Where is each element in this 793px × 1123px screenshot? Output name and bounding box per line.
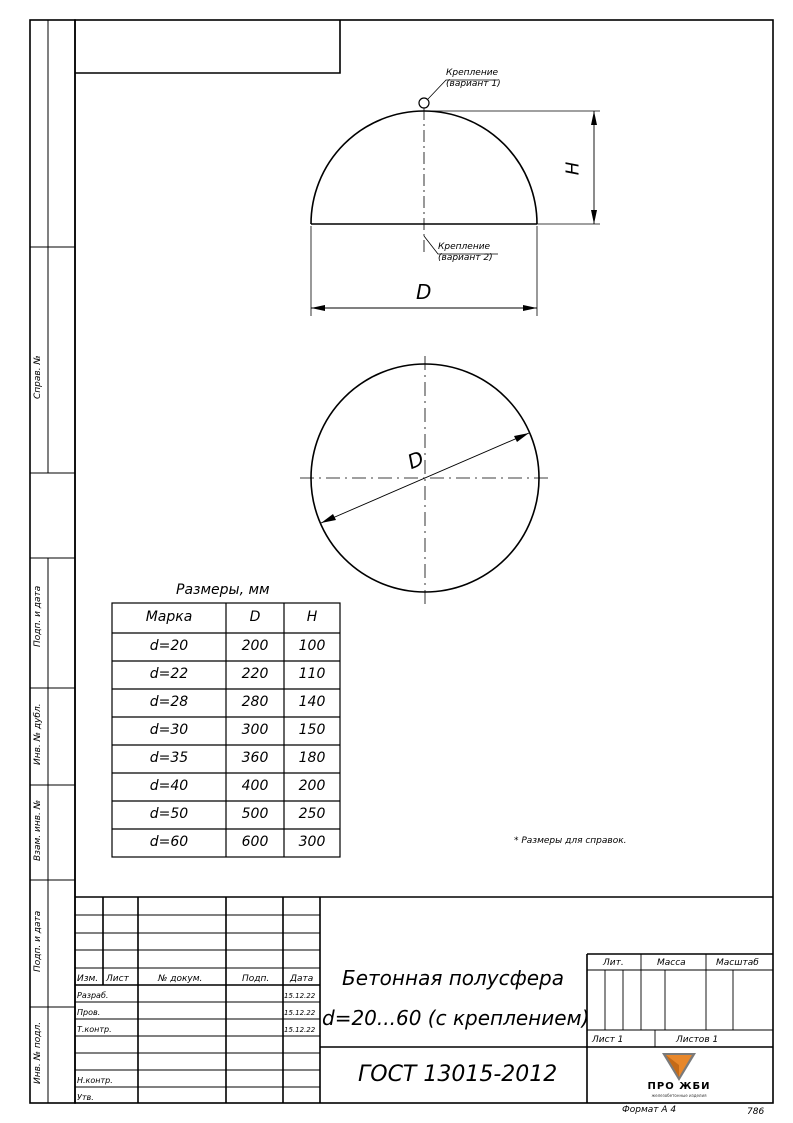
- table-cell: 600: [241, 834, 269, 850]
- tb-role: Пров.: [77, 1008, 101, 1017]
- tb-header-izm: Изм.: [77, 974, 99, 984]
- document-title-line1: Бетонная полусфера: [342, 966, 564, 990]
- side-label-podp-data-1: Подп. и дата: [33, 585, 43, 647]
- table-cell: 200: [298, 778, 326, 794]
- table-cell: 140: [298, 694, 326, 710]
- tb-role: Разраб.: [77, 991, 109, 1000]
- side-label-inv-podl: Инв. № подл.: [33, 1021, 43, 1084]
- table-cell: d=30: [149, 722, 189, 738]
- dim-d-top-label: D: [416, 280, 432, 304]
- tb-header-list: Лист: [106, 974, 129, 984]
- table-cell: 280: [241, 694, 269, 710]
- tb-role: Т.контр.: [77, 1025, 112, 1034]
- document-title-line2: d=20...60 (с креплением): [322, 1006, 590, 1030]
- tb-massa: Масса: [657, 958, 686, 968]
- mount-variant2-label: Крепление (вариант 2): [438, 242, 493, 263]
- table-cell: 110: [298, 666, 326, 682]
- table-cell: 400: [241, 778, 269, 794]
- table-cell: d=35: [149, 750, 189, 766]
- tb-sheets: Листов 1: [676, 1035, 719, 1045]
- company-logo: [636, 1051, 722, 1101]
- table-header-d: D: [249, 609, 261, 625]
- mount-variant1-label: Крепление (вариант 1): [446, 68, 501, 89]
- table-cell: d=28: [149, 694, 189, 710]
- tb-role: Н.контр.: [77, 1076, 113, 1085]
- sheet-number: 786: [747, 1107, 765, 1117]
- sizes-table-caption: Размеры, мм: [176, 582, 270, 598]
- format-label: Формат А 4: [622, 1105, 677, 1115]
- table-cell: 300: [298, 834, 326, 850]
- tb-header-data: Дата: [290, 974, 314, 984]
- reference-note: * Размеры для справок.: [514, 836, 627, 846]
- table-cell: d=22: [149, 666, 189, 682]
- tb-lit: Лит.: [603, 958, 624, 968]
- side-label-podp-data-2: Подп. и дата: [33, 910, 43, 972]
- table-cell: 500: [241, 806, 269, 822]
- table-header-marka: Марка: [145, 609, 193, 625]
- table-cell: d=20: [149, 638, 189, 654]
- tb-header-podp: Подп.: [242, 974, 270, 984]
- table-cell: 180: [298, 750, 326, 766]
- table-cell: 250: [298, 806, 326, 822]
- gost-label: ГОСТ 13015-2012: [358, 1062, 558, 1087]
- table-cell: 200: [241, 638, 269, 654]
- table-cell: 150: [298, 722, 326, 738]
- logo-subtext: железобетонные изделия: [651, 1093, 707, 1098]
- tb-masshtab: Масштаб: [716, 958, 759, 968]
- side-label-sprav: Справ. №: [33, 355, 43, 399]
- table-cell: 360: [241, 750, 269, 766]
- table-cell: 300: [241, 722, 269, 738]
- table-header-h: H: [306, 609, 318, 625]
- table-cell: 220: [241, 666, 269, 682]
- tb-sheet: Лист 1: [592, 1035, 624, 1045]
- table-cell: d=40: [149, 778, 189, 794]
- logo-shield-icon: [636, 1051, 722, 1085]
- side-label-vzam-inv: Взам. инв. №: [33, 799, 43, 861]
- tb-date: 15.12.22: [284, 1009, 316, 1017]
- side-label-inv-dubl: Инв. № дубл.: [33, 703, 43, 765]
- table-cell: d=50: [149, 806, 189, 822]
- dim-h-label: H: [562, 161, 584, 176]
- tb-date: 15.12.22: [284, 1026, 316, 1034]
- tb-header-doc: № докум.: [158, 974, 203, 984]
- logo-text: ПРО ЖБИ: [647, 1081, 711, 1092]
- table-cell: d=60: [149, 834, 189, 850]
- tb-role: Утв.: [77, 1093, 94, 1102]
- dim-d-circle-label: D: [404, 445, 428, 475]
- tb-date: 15.12.22: [284, 992, 316, 1000]
- table-cell: 100: [298, 638, 326, 654]
